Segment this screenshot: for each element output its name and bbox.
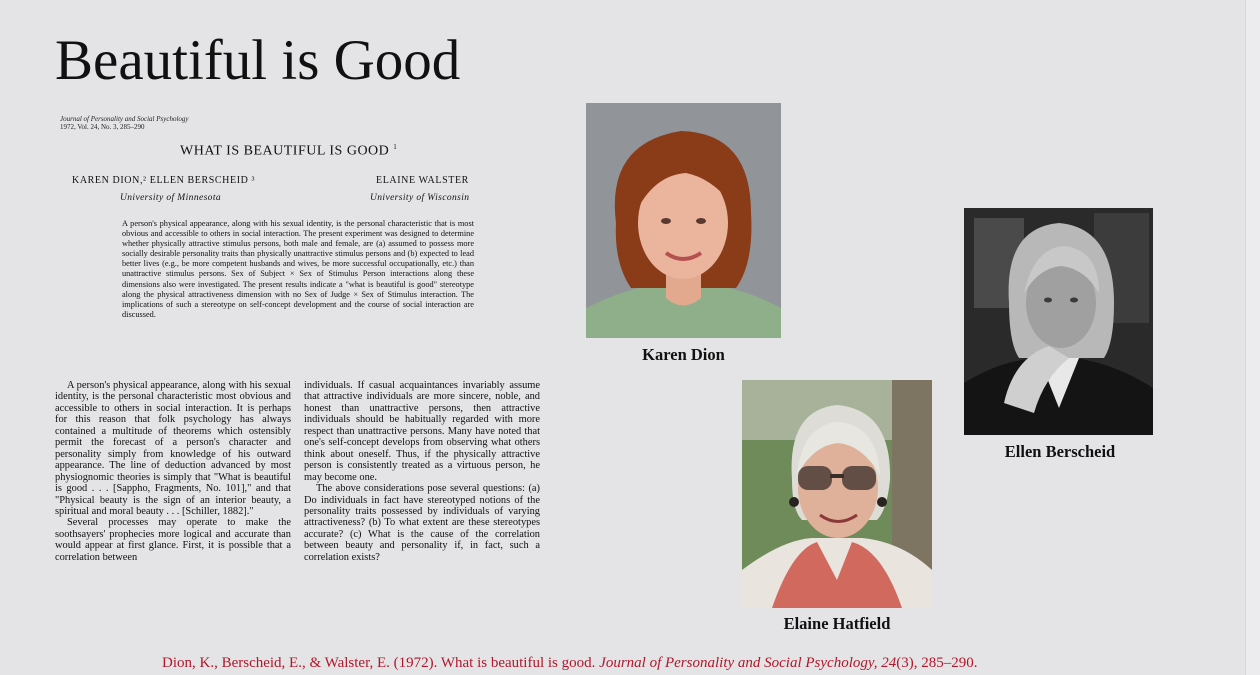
ellen-berscheid-photo	[964, 208, 1153, 435]
elaine-hatfield-caption: Elaine Hatfield	[783, 614, 891, 633]
citation	[162, 655, 977, 672]
journal-header	[60, 115, 189, 131]
affiliation-left: University of Minnesota	[120, 193, 222, 203]
authors-left: KAREN DION,² ELLEN BERSCHEID ³	[72, 175, 256, 186]
paper-title-text: WHAT IS BEAUTIFUL IS GOOD	[180, 143, 390, 159]
body-paragraph: individuals. If casual acquaintances invariably assume that attractive individuals are more sincere, noble, and honest than unattractive persons, then attractive individuals should be habitually regarded with more respect than unattractive persons. Many have noted that one's self-concept develops from observing what others think about oneself. Thus, if the physically attractive person is consistently treated as a virtuous person, he may become one.	[304, 380, 540, 483]
affiliation-right: University of Wisconsin	[370, 193, 470, 203]
authors-right: ELAINE WALSTER	[376, 175, 469, 186]
body-paragraph: A person's physical appearance, along with his sexual identity, is the personal characteristic most obvious and accessible to others in social interaction. It is perhaps for this reason that folk psychology has always contained a multitude of theorems which ostensibly permit the forecast of a person's character and personality simply from knowledge of his outward appearance. The line of deduction advanced by most physiognomic theories is simply that "What is beautiful is good . . . [Sappho, Fragments, No. 101]," and that "Physical beauty is the sign of an interior beauty, a spiritual and moral beauty . . . [Schiller, 1882]."	[55, 380, 291, 517]
body-column-left	[55, 380, 291, 642]
paper-title-footnote: 1	[393, 143, 398, 151]
karen-dion-photo	[586, 103, 781, 338]
ellen-berscheid-caption: Ellen Berscheid	[1004, 442, 1116, 461]
slide-title: Beautiful is Good	[55, 29, 461, 92]
karen-dion-caption: Karen Dion	[642, 345, 725, 364]
journal-name: Journal of Personality and Social Psychology	[60, 115, 189, 123]
body-column-right	[304, 380, 540, 642]
window-edge	[1245, 0, 1260, 675]
body-paragraph: Several processes may operate to make the soothsayers' prophecies more logical and accurate than would appear at first glance. First, it is possible that a correlation between	[55, 517, 291, 563]
paper-abstract: A person's physical appearance, along with his sexual identity, is the personal characteristic that is most obvious and accessible to others in social interaction. The present experiment was designed to determine whether physically attractive stimulus persons, both male and female, are (a) assumed to possess more socially desirable personality traits than physically unattractive stimulus persons and (b) expected to lead better lives (e.g., be more competent husbands and wives, be more successful occupationally, etc.) than unattractive stimulus persons. Sex of Subject × Sex of Stimulus Person interactions along these dimensions also were investigated. The present results indicate a "what is beautiful is good" stereotype along the physical attractiveness dimension with no Sex of Judge × Sex of Stimulus interaction. The implications of such a stereotype on self-concept development and the course of social interaction are discussed.	[122, 219, 474, 319]
elaine-hatfield-photo	[742, 380, 932, 608]
paper-title	[180, 143, 397, 160]
citation-authors: Dion, K., Berscheid, E., & Walster, E. (1972). What is beautiful is good.	[162, 655, 600, 671]
body-paragraph: The above considerations pose several questions: (a) Do individuals in fact have stereotyped notions of the personality traits possessed by individuals of varying attractiveness? (b) To what extent are these stereotypes accurate? (c) What is the cause of the correlation between beauty and personality if, in fact, such a correlation exists?	[304, 483, 540, 563]
journal-volume: 1972, Vol. 24, No. 3, 285–290	[60, 123, 145, 131]
citation-journal: Journal of Personality and Social Psychology, 24	[599, 655, 897, 671]
citation-pages: (3), 285–290.	[896, 655, 978, 671]
